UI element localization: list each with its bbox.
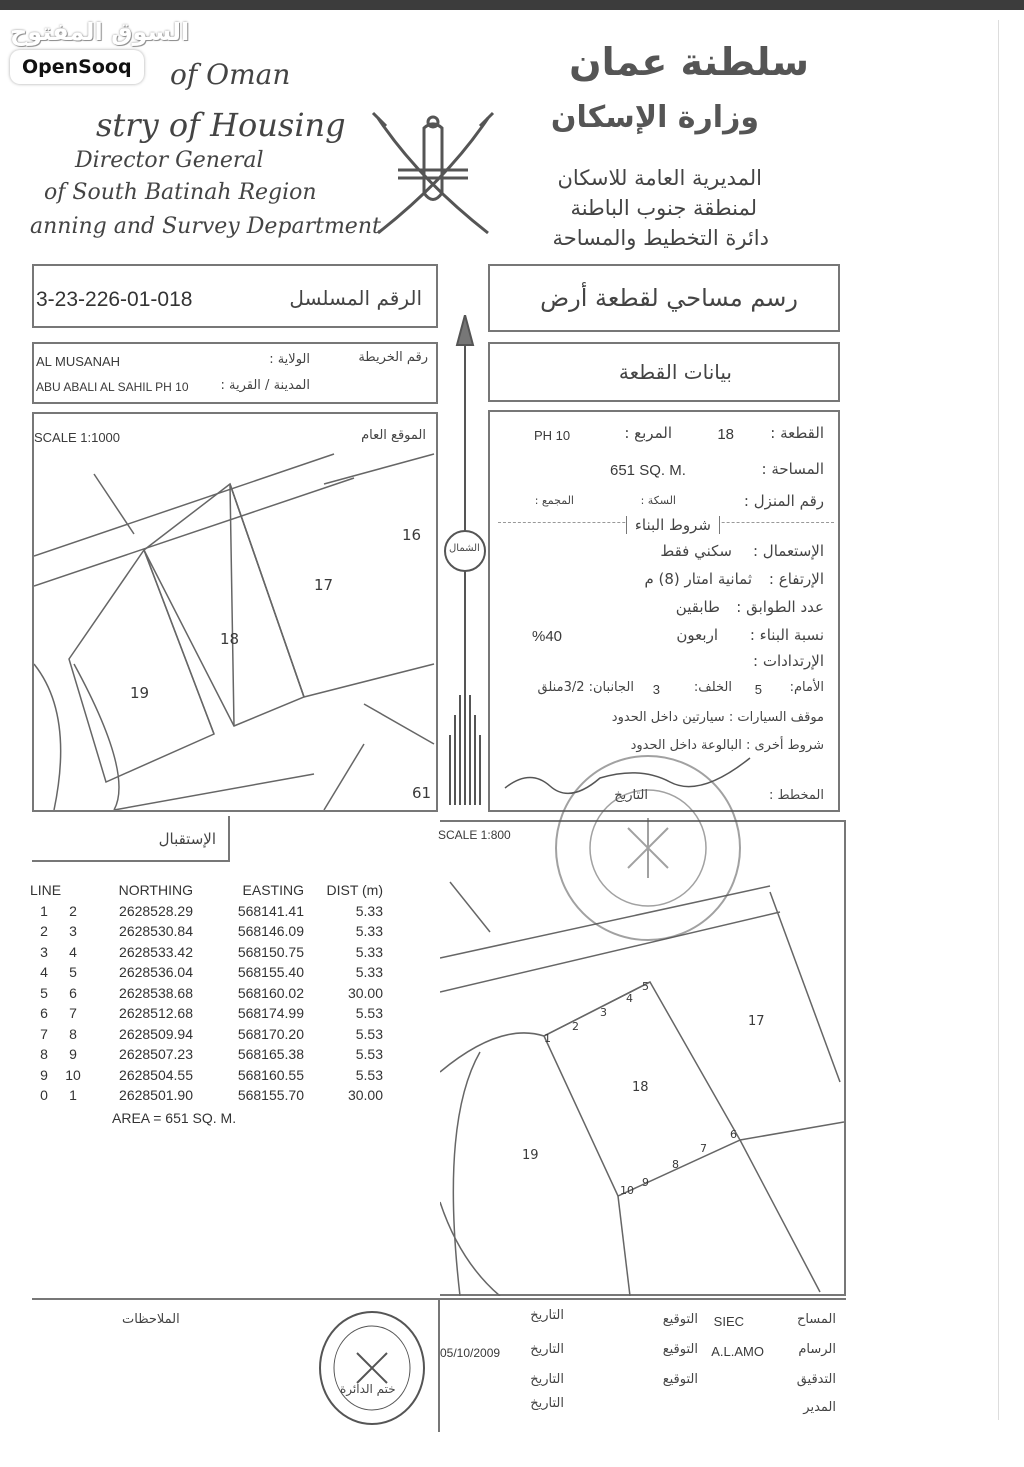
coords-area: AREA = 651 SQ. M. [112, 1109, 237, 1126]
coords-cell: 2628501.90 [119, 1087, 193, 1104]
vertex-3: 3 [600, 1006, 607, 1019]
coords-cell: 2 [40, 923, 48, 940]
coords-header-northing: NORTHING [118, 882, 193, 899]
doc-title: رسم مساحي لقطعة أرض [540, 284, 798, 312]
coords-cell: 568160.02 [237, 984, 304, 1001]
checker-label: التدقيق [796, 1372, 836, 1387]
coords-cell: 568155.70 [237, 1087, 304, 1104]
surveyor-label: المساح [796, 1312, 836, 1327]
watermark-arabic: السوق المفتوح [10, 18, 190, 46]
serial-label: الرقم المسلسل [289, 286, 422, 310]
coords-row [30, 1003, 390, 1024]
coords-cell: 5.53 [355, 1025, 383, 1042]
plot-data-title: بيانات القطعة [618, 360, 732, 384]
coords-cell: 5.53 [355, 1005, 383, 1022]
complex-label: المجمع : [534, 494, 574, 507]
coords-header-dist: DIST (m) [326, 882, 383, 899]
planner-date-label: التاريخ [614, 788, 648, 803]
drafter-signature-label: التوقيع [662, 1342, 698, 1357]
square-label: المربع : [624, 424, 672, 442]
plot-label: القطعة : [770, 424, 824, 442]
coords-cell: 4 [40, 964, 48, 981]
coords-cell: 2628509.94 [119, 1025, 193, 1042]
surveyor-value: SIEC [713, 1314, 744, 1329]
ratio-value: اربعون [676, 626, 718, 644]
department-stamp-icon [312, 1308, 432, 1428]
footer [32, 1298, 846, 1432]
coords-cell: 568160.55 [237, 1066, 304, 1083]
reception-label: الإستقبال [158, 830, 216, 848]
coords-body [30, 901, 390, 1106]
coords-header [30, 880, 390, 901]
detail-plot-19: 19 [522, 1148, 539, 1163]
coords-cell: 2628507.23 [119, 1046, 193, 1063]
coords-row [30, 962, 390, 983]
drafter-label: الرسام [798, 1342, 836, 1357]
back-label: الخلف: [693, 680, 732, 695]
coords-cell: 2628536.04 [119, 964, 193, 981]
coords-cell: 6 [69, 984, 77, 1001]
coords-cell: 10 [65, 1066, 81, 1083]
general-plot-61: 61 [412, 784, 432, 802]
general-plot-17: 17 [314, 576, 334, 594]
coords-cell: 5.33 [355, 943, 383, 960]
floors-label: عدد الطوابق : [736, 598, 824, 616]
oman-emblem-icon [358, 108, 508, 238]
coords-cell: 5.33 [355, 923, 383, 940]
top-bar [0, 0, 1024, 10]
coords-cell: 5 [69, 964, 77, 981]
coords-cell: 568170.20 [237, 1025, 304, 1042]
vertex-10: 10 [620, 1184, 634, 1197]
surveyor-date-label: التاريخ [530, 1308, 564, 1323]
header-en-line3: Director General [75, 148, 264, 173]
coords-cell: 5.53 [355, 1046, 383, 1063]
village-label: المدينة / القرية : [220, 378, 310, 393]
paper-edge [998, 20, 999, 1420]
height-label: الإرتفاع : [768, 570, 824, 588]
coords-cell: 7 [69, 1005, 77, 1022]
front-label: الأمام: [789, 680, 824, 695]
header-ar-line3: المديرية العامة للاسكان [557, 166, 762, 190]
coords-cell: 1 [69, 1087, 77, 1104]
wilayat-label: الولاية : [269, 352, 310, 367]
title-box [488, 264, 840, 332]
official-stamp-icon [548, 748, 748, 948]
coords-cell: 6 [40, 1005, 48, 1022]
front-value: 5 [754, 682, 762, 697]
coordinates-table [30, 880, 390, 1126]
general-location-map [32, 412, 438, 812]
general-location-label: الموقع العام [361, 428, 426, 443]
general-plot-16: 16 [402, 526, 422, 544]
street-label: السكة : [640, 494, 676, 507]
vertex-5: 5 [642, 980, 649, 993]
coords-cell: 2628504.55 [119, 1066, 193, 1083]
coords-cell: 30.00 [347, 984, 383, 1001]
header-en-line2: stry of Housing [96, 106, 346, 144]
coords-row [30, 1085, 390, 1106]
coords-row [30, 921, 390, 942]
header-ar-line4: لمنطقة جنوب الباطنة [570, 196, 757, 220]
coords-cell: 8 [69, 1025, 77, 1042]
planner-label: المخطط : [769, 788, 824, 803]
coords-cell: 568150.75 [237, 943, 304, 960]
vertex-4: 4 [626, 992, 633, 1005]
coords-row [30, 983, 390, 1004]
coords-cell: 2 [69, 902, 77, 919]
detail-plot-17: 17 [748, 1014, 765, 1029]
coords-cell: 568146.09 [237, 923, 304, 940]
header-ar-line1: سلطنة عمان [569, 40, 809, 84]
header-en-line5: anning and Survey Department [30, 214, 381, 239]
coords-cell: 7 [40, 1025, 48, 1042]
general-plot-18: 18 [220, 630, 240, 648]
coords-cell: 568141.41 [237, 902, 304, 919]
general-plot-19: 19 [130, 684, 150, 702]
location-box [32, 342, 438, 404]
coords-cell: 8 [40, 1046, 48, 1063]
coords-cell: 4 [69, 943, 77, 960]
general-map-drawing [34, 414, 436, 810]
coords-cell: 9 [40, 1066, 48, 1083]
map-number-label: رقم الخريطة [358, 350, 428, 365]
header-ar-line2: وزارة الإسكان [550, 100, 759, 135]
coords-cell: 30.00 [347, 1087, 383, 1104]
department-stamp-text: ختم الدائرة [340, 1382, 396, 1396]
north-arrow-icon [440, 315, 490, 815]
coords-cell: 2628533.42 [119, 943, 193, 960]
header-ar-line5: دائرة التخطيط والمساحة [552, 226, 769, 250]
detail-plot-18: 18 [632, 1080, 649, 1095]
use-label: الإستعمال : [752, 542, 824, 560]
coords-cell: 5 [40, 984, 48, 1001]
vertex-7: 7 [700, 1142, 707, 1155]
director-label: المدير [803, 1400, 836, 1415]
parking-text: موقف السيارات : سيارتين داخل الحدود [611, 710, 824, 725]
drafter-date-value: 05/10/2009 [440, 1346, 501, 1360]
back-value: 3 [652, 682, 660, 697]
coords-cell: 3 [69, 923, 77, 940]
coords-header-easting: EASTING [242, 882, 304, 899]
ratio-percent: %40 [532, 628, 563, 645]
director-date-label: التاريخ [530, 1396, 564, 1411]
watermark [10, 18, 189, 84]
coords-row [30, 942, 390, 963]
coords-cell: 2628512.68 [119, 1005, 193, 1022]
detail-scale: SCALE 1:800 [438, 828, 511, 842]
reception-frame [32, 816, 230, 862]
vertex-9: 9 [642, 1176, 649, 1189]
wilayat-value: AL MUSANAH [36, 354, 121, 369]
coords-cell: 2628528.29 [119, 902, 193, 919]
vertex-6: 6 [730, 1128, 737, 1141]
coords-row [30, 1024, 390, 1045]
coords-cell: 1 [40, 902, 48, 919]
coords-cell: 568155.40 [237, 964, 304, 981]
coords-cell: 9 [69, 1046, 77, 1063]
surveyor-signature-label: التوقيع [662, 1312, 698, 1327]
square-value: PH 10 [534, 428, 571, 443]
checker-signature-label: التوقيع [662, 1372, 698, 1387]
coords-cell: 568165.38 [237, 1046, 304, 1063]
header-en-line1: of Oman [170, 58, 291, 91]
north-label: الشمال [449, 543, 480, 554]
vertex-8: 8 [672, 1158, 679, 1171]
coords-cell: 3 [40, 943, 48, 960]
drafter-date-label: التاريخ [530, 1342, 564, 1357]
coords-row [30, 1044, 390, 1065]
vertex-2: 2 [572, 1020, 579, 1033]
area-value: 651 SQ. M. [610, 462, 686, 479]
serial-box [32, 264, 438, 328]
floors-value: طابقين [675, 598, 720, 616]
house-number-label: رقم المنزل : [743, 492, 824, 510]
coords-cell: 568174.99 [237, 1005, 304, 1022]
vertex-1: 1 [544, 1032, 551, 1045]
village-value: ABU ABALI AL SAHIL PH 10 [36, 380, 189, 394]
serial-number: 3-23-226-01-018 [36, 288, 193, 311]
coords-cell: 5.33 [355, 964, 383, 981]
use-value: سكني فقط [660, 542, 732, 560]
coords-cell: 2628530.84 [119, 923, 193, 940]
coords-row [30, 901, 390, 922]
area-label: المساحة : [761, 460, 824, 478]
other-conditions-text: شروط أخرى : البالوعة داخل الحدود [630, 738, 824, 753]
conditions-title: شروط البناء [626, 516, 720, 534]
coords-header-line: LINE [30, 882, 62, 899]
watermark-logo: OpenSooq [10, 50, 144, 84]
checker-date-label: التاريخ [530, 1372, 564, 1387]
plot-value: 18 [717, 426, 734, 443]
ratio-label: نسبة البناء : [749, 626, 824, 644]
notes-label: الملاحظات [122, 1312, 180, 1327]
coords-cell: 2628538.68 [119, 984, 193, 1001]
coords-cell: 0 [40, 1087, 48, 1104]
plot-data-title-box [488, 342, 840, 402]
coords-row [30, 1065, 390, 1086]
height-value: ثمانية امتار (8) م [644, 570, 752, 588]
sides-label: الجانبان: 3/2منلق [537, 680, 634, 695]
coords-cell: 5.53 [355, 1066, 383, 1083]
setbacks-label: الإرتدادات : [753, 652, 824, 670]
general-scale: SCALE 1:1000 [34, 430, 121, 445]
drafter-value: A.L.AMO [711, 1344, 764, 1359]
header-en-line4: of South Batinah Region [44, 180, 317, 205]
coords-cell: 5.33 [355, 902, 383, 919]
